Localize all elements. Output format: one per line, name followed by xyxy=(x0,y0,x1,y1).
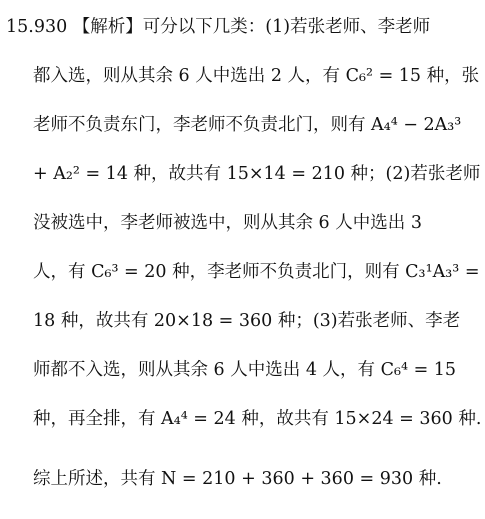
solution-line-8: 师都不入选，则从其余 6 人中选出 4 人，有 C₆⁴ = 15 xyxy=(33,360,457,380)
solution-line-7: 18 种，故共有 20×18 = 360 种；(3)若张老师、李老 xyxy=(33,311,461,331)
solution-line-9: 种，再全排，有 A₄⁴ = 24 种，故共有 15×24 = 360 种. xyxy=(33,409,482,429)
solution-line-10: 综上所述，共有 N = 210 + 360 + 360 = 930 种. xyxy=(33,469,442,489)
solution-line-1: 15.930 【解析】可分以下几类：(1)若张老师、李老师 xyxy=(6,17,431,37)
solution-line-5: 没被选中，李老师被选中，则从其余 6 人中选出 3 xyxy=(33,213,422,233)
solution-line-6: 人，有 C₆³ = 20 种，李老师不负责北门，则有 C₃¹A₃³ = xyxy=(33,262,480,282)
solution-line-2: 都入选，则从其余 6 人中选出 2 人，有 C₆² = 15 种，张 xyxy=(33,66,480,86)
solution-line-3: 老师不负责东门，李老师不负责北门，则有 A₄⁴ − 2A₃³ xyxy=(33,115,462,135)
solution-line-4: + A₂² = 14 种，故共有 15×14 = 210 种；(2)若张老师 xyxy=(33,164,481,184)
